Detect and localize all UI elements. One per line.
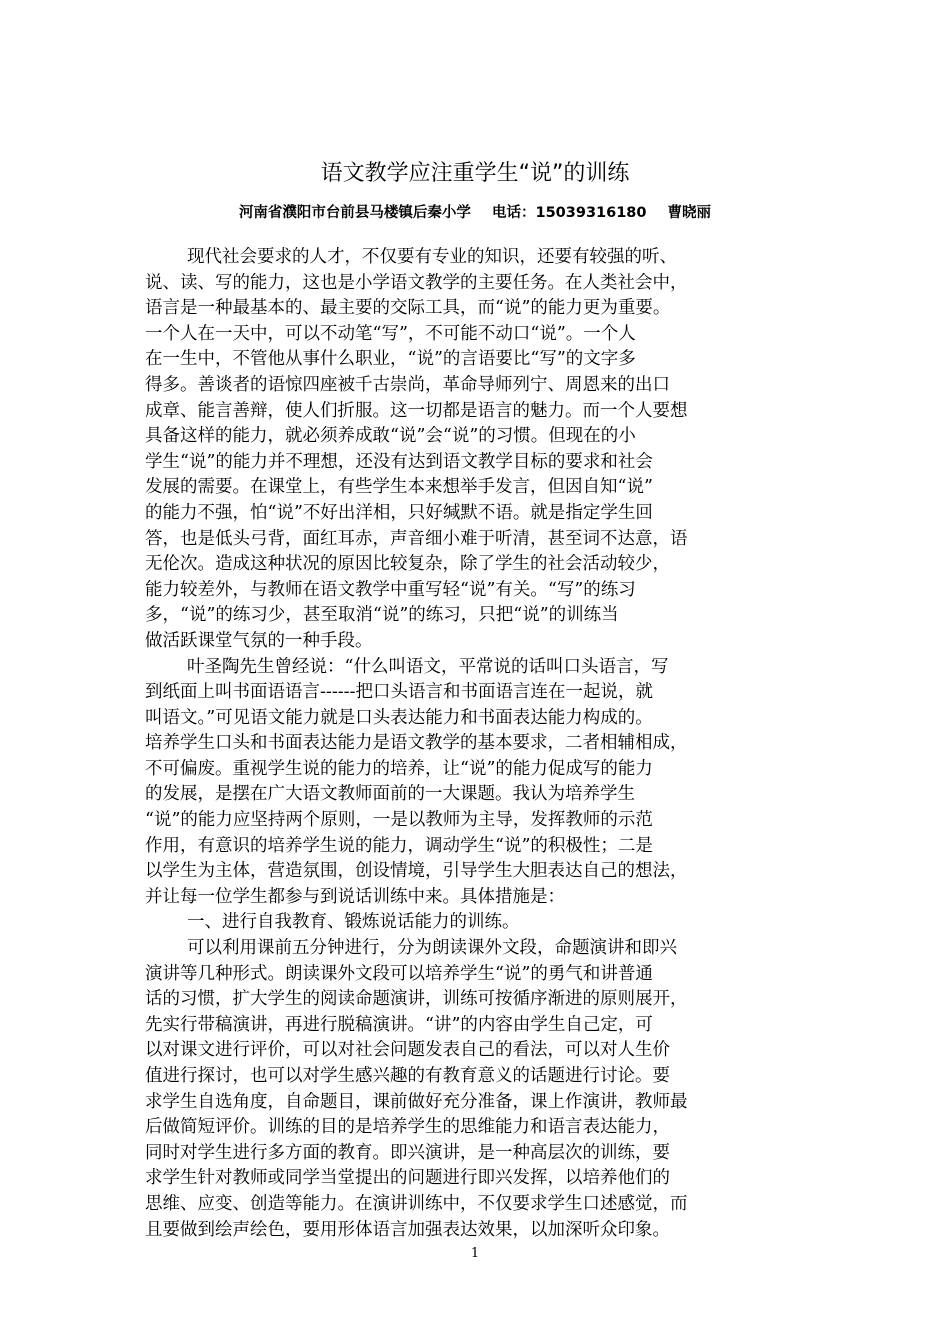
text-line: 做活跃课堂气氛的一种手段。 [145, 630, 373, 651]
page-number: 1 [470, 1246, 480, 1261]
text-line: 求学生针对教师或同学当堂提出的问题进行即兴发挥，以培养他们的 [145, 1168, 670, 1189]
document-title: 语文教学应注重学生“说”的训练 [320, 161, 630, 186]
text-line: 的能力不强，怕“说”不好出洋相，只好缄默不语。就是指定学生回 [145, 502, 653, 523]
text-line: 思维、应变、创造等能力。在演讲训练中，不仅要求学生口述感觉，而 [145, 1193, 688, 1214]
text-line: 答，也是低头弓背，面红耳赤，声音细小难于听清，甚至词不达意，语 [145, 528, 688, 549]
text-line: 话的习惯，扩大学生的阅读命题演讲，训练可按循序渐进的原则展开， [145, 989, 688, 1010]
text-line: 叶圣陶先生曾经说：“什么叫语文，平常说的话叫口头语言，写 [187, 656, 669, 677]
text-line: 后做简短评价。训练的目的是培养学生的思维能力和语言表达能力， [145, 1117, 670, 1138]
text-line: 具备这样的能力，就必须养成敢“说”会“说”的习惯。但现在的小 [145, 426, 636, 447]
text-line: 学生“说”的能力并不理想，还没有达到语文教学目标的要求和社会 [145, 451, 653, 472]
text-line: 一个人在一天中，可以不动笔“写”，不可能不动口“说”。一个人 [145, 323, 636, 344]
text-line: 值进行探讨，也可以对学生感兴趣的有教育意义的话题进行讨论。要 [145, 1066, 670, 1086]
text-line: 语言是一种最基本的、最主要的交际工具，而“说”的能力更为重要。 [145, 298, 671, 319]
text-line: 多，“说”的练习少，甚至取消“说”的练习，只把“说”的训练当 [145, 605, 619, 626]
author-byline [0, 202, 950, 224]
text-line: 以学生为主体，营造氛围，创设情境，引导学生大胆表达自己的想法， [145, 861, 688, 882]
school-name: 河南省濮阳市台前县马楼镇后秦小学 [238, 205, 471, 221]
text-line: 发展的需要。在课堂上，有些学生本来想举手发言，但因自知“说” [145, 477, 653, 498]
text-line: 叫语文。”可见语文能力就是口头表达能力和书面表达能力构成的。 [145, 707, 653, 728]
text-line: 同时对学生进行多方面的教育。即兴演讲，是一种高层次的训练，要 [145, 1142, 670, 1163]
section-heading: 一、进行自我教育、锻炼说话能力的训练。 [187, 912, 520, 933]
text-line: 说、读、写的能力，这也是小学语文教学的主要任务。在人类社会中， [145, 272, 688, 293]
text-line: 并让每一位学生都参与到说话训练中来。具体措施是： [145, 886, 565, 907]
text-line: 且要做到绘声绘色，要用形体语言加强表达效果，以加深听众印象。 [145, 1219, 670, 1240]
text-line: 在一生中，不管他从事什么职业，“说”的言语要比“写”的文字多 [145, 349, 636, 370]
text-line: 得多。善谈者的语惊四座被千古崇尚，革命导师列宁、周恩来的出口 [145, 374, 670, 395]
text-line: 求学生自选角度，自命题目，课前做好充分准备，课上作演讲，教师最 [145, 1091, 688, 1112]
text-line: 可以利用课前五分钟进行，分为朗读课外文段，命题演讲和即兴 [187, 938, 677, 959]
text-line: “说”的能力应坚持两个原则，一是以教师为主导，发挥教师的示范 [145, 810, 653, 831]
text-line: 不可偏废。重视学生说的能力的培养，让“说”的能力促成写的能力 [145, 758, 653, 779]
author-name: 曹晓丽 [667, 205, 712, 221]
text-line: 无伦次。造成这种状况的原因比较复杂，除了学生的社会活动较少， [145, 554, 670, 575]
text-line: 作用，有意识的培养学生说的能力，调动学生“说”的积极性；二是 [145, 835, 653, 856]
text-line: 的发展，是摆在广大语文教师面前的一大课题。我认为培养学生 [145, 784, 635, 805]
phone-number: 电话：15039316180 [492, 205, 647, 221]
text-line: 现代社会要求的人才，不仅要有专业的知识，还要有较强的听、 [187, 247, 677, 267]
text-line: 培养学生口头和书面表达能力是语文教学的基本要求，二者相辅相成， [145, 733, 688, 754]
text-line: 能力较差外，与教师在语文教学中重写轻“说”有关。“写”的练习 [145, 579, 636, 600]
article-body [145, 245, 810, 1243]
text-line: 演讲等几种形式。朗读课外文段可以培养学生“说”的勇气和讲普通 [145, 963, 653, 984]
text-line: 先实行带稿演讲，再进行脱稿演讲。“讲”的内容由学生自己定，可 [145, 1014, 653, 1035]
text-line: 成章、能言善辩，使人们折服。这一切都是语言的魅力。而一个人要想 [145, 400, 688, 421]
text-line: 以对课文进行评价，可以对社会问题发表自己的看法，可以对人生价 [145, 1040, 670, 1061]
text-line: 到纸面上叫书面语语言------把口头语言和书面语言连在一起说，就 [145, 682, 653, 703]
